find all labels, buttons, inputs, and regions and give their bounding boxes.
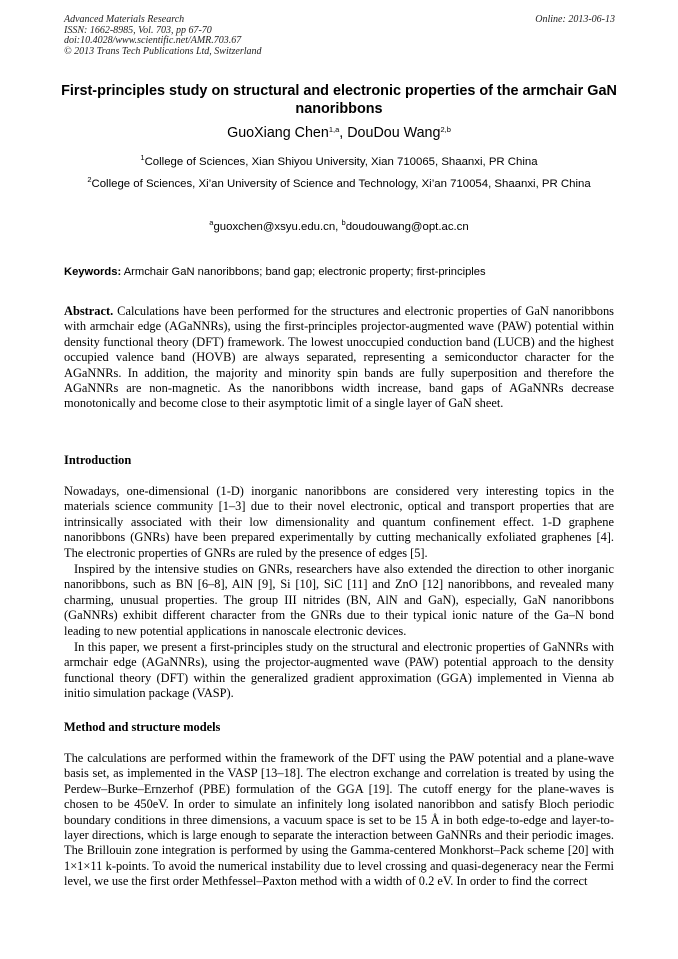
author-separator: , — [339, 125, 348, 141]
intro-paragraph-2: Inspired by the intensive studies on GNRs, researchers have also extended the direction to other inorganic nanoribbons, such as BN [6–8], AlN [9], Si [10], SiC [11] and ZnO [12] nanoribbons, and revealed many charming, unusual properties. The group III nitrides (BN, AlN and GaN), especially, GaN nanoribbons (GaNNRs) exhibit different character from the GNRs due to their typical ionic nature of the Ga–N bond leading to new potential applications in nanoscale electronic devices. — [64, 562, 614, 638]
keywords-text: Armchair GaN nanoribbons; band gap; electronic property; first-principles — [121, 266, 486, 278]
method-paragraph-1: The calculations are performed within the framework of the DFT using the PAW potential and a plane-wave basis set, as implemented in the VASP [13–18]. The electron exchange and correlation is treated by using the Perdew–Burke–Ernzerhof (PBE) formulation of the GGA [19]. The cutoff energy for the plane-waves is chosen to be 450eV. In order to simulate an infinitely long isolated nanoribbon and satisfy Bloch periodic boundary conditions in three dimensions, a vacuum space is set to be 15 Å in both edge-to-edge and layer-to-layer directions, which is large enough to separate the interaction between GaNNRs and their periodic images. The Brillouin zone integration is performed by using the Gamma-centered Monkhorst–Pack scheme [20] with 1×1×11 k-points. To avoid the numerical instability due to level crossing and quasi-degeneracy near the Fermi level, we use the first order Methfessel–Paxton method with a width of 0.2 eV. In order to find the correct — [64, 751, 614, 889]
email-b: doudouwang@opt.ac.cn — [345, 221, 469, 233]
email-b-mark: b — [341, 218, 346, 227]
author-1-affil: 1,a — [328, 125, 340, 134]
abstract-label: Abstract. — [64, 304, 114, 318]
author-line — [60, 124, 618, 142]
abstract-text: Calculations have been performed for the structures and electronic properties of GaN nanoribbons with armchair edge (AGaNNRs), using the first-principles projector-augmented wave (PAW) potential within density functional theory (DFT) framework. The lowest unoccupied conduction band (LUCB) and the highest occupied valence band (HOVB) are always separated, representing a semiconductor character for the AGaNNRs. In addition, the majority and minority spin bands are fully superposition and therefore the AGaNNRs are non-magnetic. As the nanoribbons width increase, band gaps of AGaNNRs decrease monotonically and become close to their asymptotic limit of a single layer of GaN sheet. — [64, 304, 614, 411]
abstract — [64, 304, 614, 412]
affiliation-1 — [60, 152, 618, 173]
copyright-line: © 2013 Trans Tech Publications Ltd, Switzerland — [64, 45, 262, 57]
keywords — [64, 265, 616, 280]
keywords-label: Keywords: — [64, 266, 122, 278]
author-2: DouDou Wang — [347, 125, 441, 141]
intro-paragraph-3: In this paper, we present a first-principles study on the structural and electronic properties of GaNNRs with armchair edge (AGaNNRs), using the projector-augmented wave (PAW) potential approach to the density functional theory (DFT) within the generalized gradient approximation (GGA) implemented in Vienna ab initio simulation package (VASP). — [64, 640, 614, 701]
doi-line: doi:10.4028/www.scientific.net/AMR.703.67 — [64, 35, 242, 47]
email-line — [60, 217, 618, 238]
author-1: GuoXiang Chen — [227, 125, 329, 141]
intro-paragraph-1: Nowadays, one-dimensional (1-D) inorganic nanoribbons are considered very interesting topics in the materials science community [1–3] due to their novel electronic, optical and transport properties that are intrinsically associated with their low dimensionality and quantum confinement effect. 1-D graphene nanoribbons (GNRs) have been prepared experimentally by cutting mechanically exfoliated graphenes [4]. The electronic properties of GNRs are ruled by the presence of edges [5]. — [64, 484, 614, 560]
affiliation-2-mark: 2 — [87, 175, 92, 184]
author-2-affil: 2,b — [440, 125, 451, 134]
paper-title: First-principles study on structural and electronic properties of the armchair GaN nanoribbons — [61, 83, 617, 117]
intro-heading: Introduction — [64, 453, 132, 467]
method-heading: Method and structure models — [64, 720, 221, 734]
affiliation-1-mark: 1 — [140, 153, 145, 162]
journal-name: Advanced Materials Research — [64, 14, 185, 25]
affiliation-2-text: College of Sciences, Xi’an University of Science and Technology, Xi’an 710054, Shaanxi, PR China — [91, 178, 591, 190]
affiliation-1-text: College of Sciences, Xian Shiyou University, Xian 710065, Shaanxi, PR China — [144, 156, 538, 168]
email-a: guoxchen@xsyu.edu.cn, — [213, 221, 342, 233]
journal-header — [64, 15, 262, 57]
online-date: Online: 2013-06-13 — [535, 14, 615, 25]
issn-line: ISSN: 1662-8985, Vol. 703, pp 67-70 — [64, 24, 212, 36]
affiliation-2 — [60, 174, 618, 195]
email-a-mark: a — [209, 218, 214, 227]
